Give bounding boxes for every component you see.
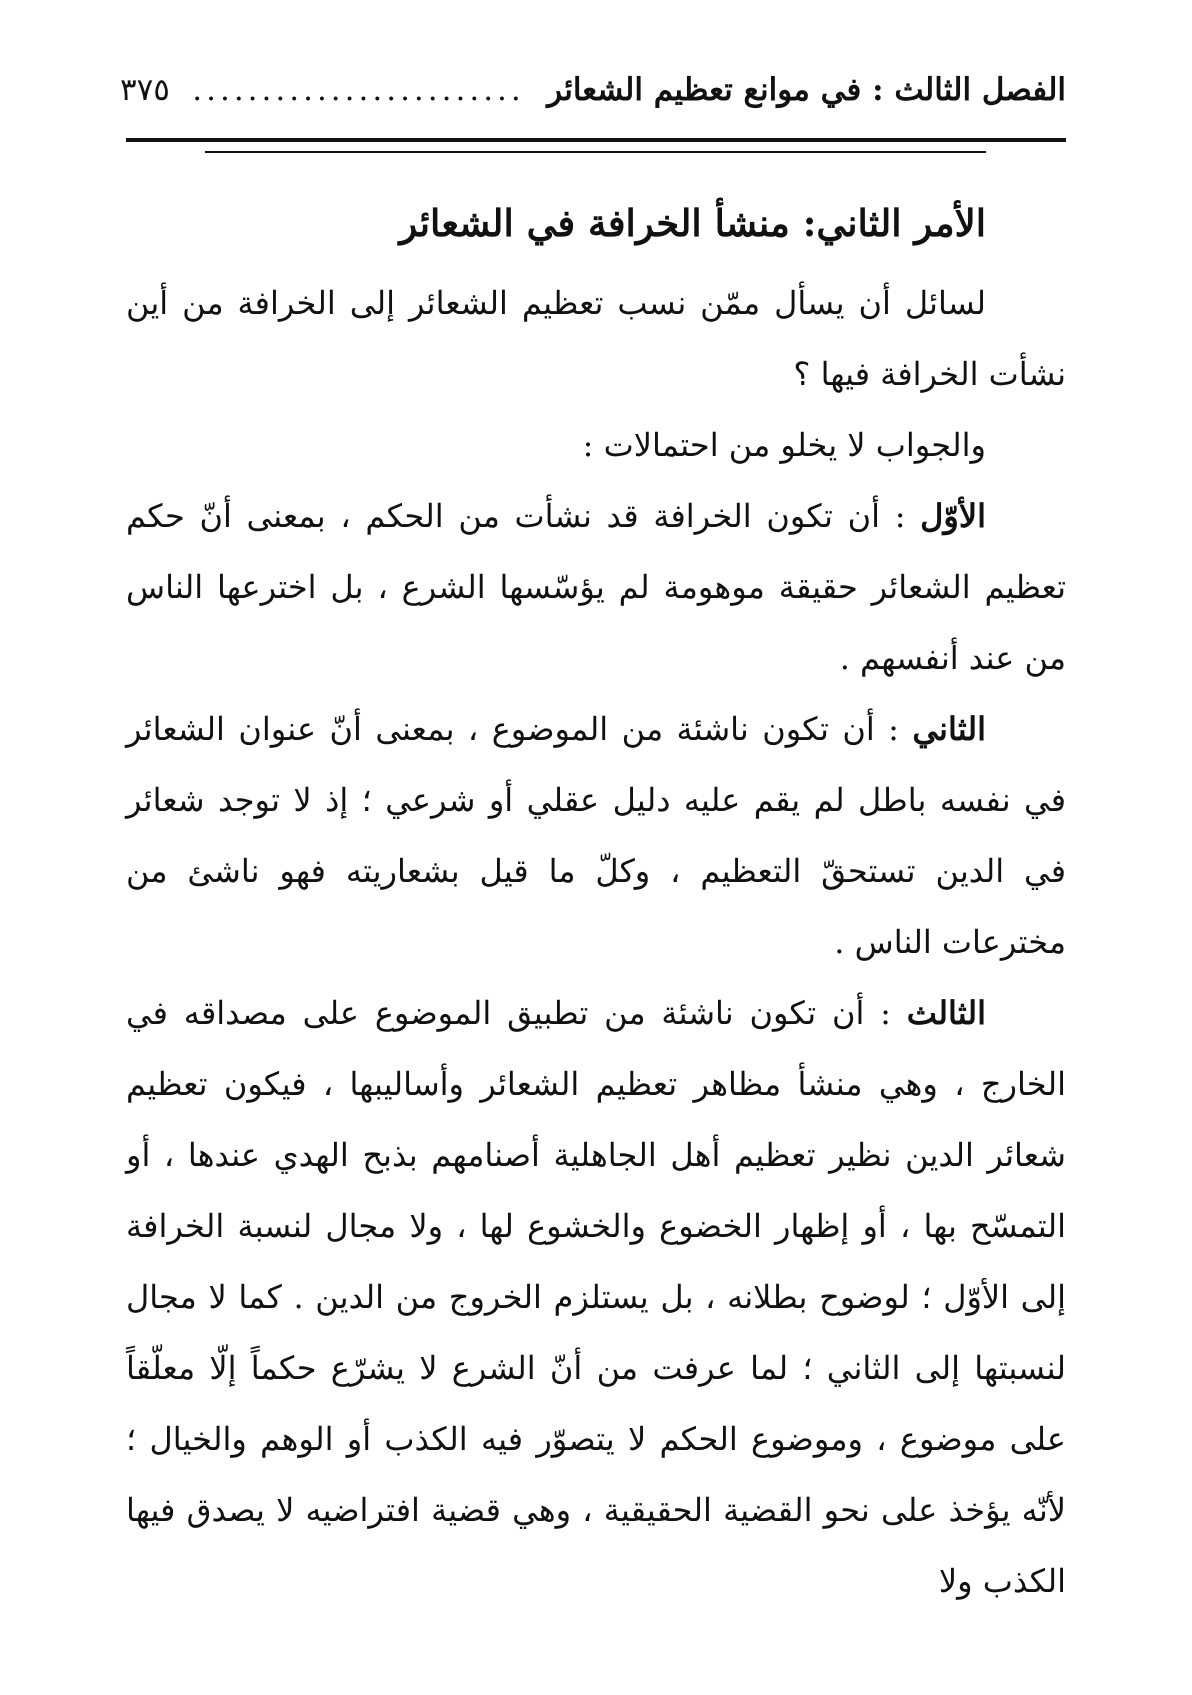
paragraph-question [126,268,1066,410]
paragraph-text: : أن تكون الخرافة قد نشأت من الحكم ، بمعنى أنّ حكم تعظيم الشعائر حقيقة موهومة لم يؤسّسها الشرع ، بل اخترعها الناس من عند أنفسهم . [126,497,1066,677]
paragraph-answer-intro [126,410,1066,481]
paragraph-lead-word: الثالث [906,994,986,1032]
running-header [120,62,1066,118]
paragraph-lead-word: الأوّل [920,497,986,535]
chapter-title: الفصل الثالث : في موانع تعظيم الشعائر [547,72,1066,108]
page-body [126,188,1066,1617]
paragraph-text: لسائل أن يسأل ممّن نسب تعظيم الشعائر إلى الخرافة من أين نشأت الخرافة فيها ؟ [126,284,1066,393]
paragraph-text: : أن تكون ناشئة من تطبيق الموضوع على مصداقه في الخارج ، وهي منشأ مظاهر تعظيم الشعائر وأساليبها ، فيكون تعظيم شعائر الدين نظير تعظيم أهل الجاهلية أصنامهم بذبح الهدي عندها ، أو التمسّح بها ، أو إظهار الخضوع والخشوع لها ، ولا مجال لنسبة الخرافة إلى الأوّل ؛ لوضوح بطلانه ، بل يستلزم الخروج من الدين . كما لا مجال لنسبتها إلى الثاني ؛ لما عرفت من أنّ الشرع لا يشرّع حكماً إلّا معلّقاً على موضوع ، وموضوع الحكم لا يتصوّر فيه الكذب أو الوهم والخيال ؛ لأنّه يؤخذ على نحو القضية الحقيقية ، وهي قضية افتراضيه لا يصدق فيها الكذب ولا [126,994,1066,1600]
paragraph-text: : أن تكون ناشئة من الموضوع ، بمعنى أنّ عنوان الشعائر في نفسه باطل لم يقم عليه دليل عقلي أو شرعي ؛ إذ لا توجد شعائر في الدين تستحقّ التعظيم ، وكلّ ما قيل بشعاريته فهو ناشئ من مخترعات الناس . [126,710,1067,961]
header-dot-leader: ........................ [192,72,525,108]
paragraph-second-possibility [126,694,1066,978]
paragraph-lead-word: الثاني [912,710,986,748]
paragraph-text: والجواب لا يخلو من احتمالات : [582,426,986,464]
section-heading: الأمر الثاني: منشأ الخرافة في الشعائر [399,201,986,245]
paragraph-first-possibility [126,481,1066,694]
header-rule-thin [205,151,986,153]
page-number: ٣٧٥ [120,72,170,108]
paragraph-third-possibility [126,978,1066,1617]
header-rule-thick [126,138,1066,142]
